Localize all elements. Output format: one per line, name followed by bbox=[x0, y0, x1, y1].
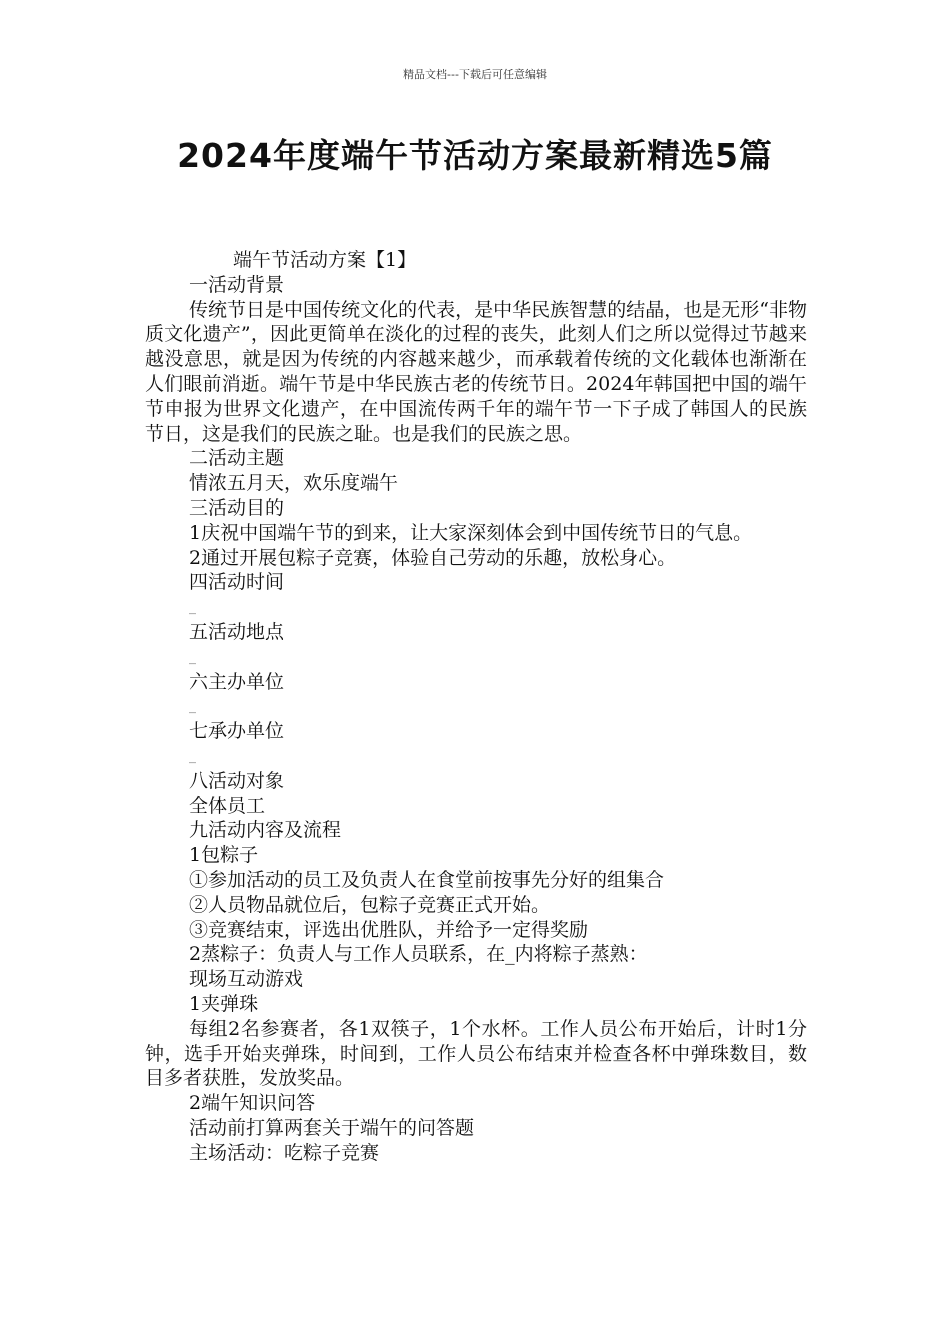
paragraph: 传统节日是中国传统文化的代表，是中华民族智慧的结晶，也是无形“非物质文化遗产”，因此更简单在淡化的过程的丧失，此刻人们之所以觉得过节越来越没意思，就是因为传统的内容越来越少，而承载着传统的文化载体也渐渐在人们眼前消逝。端午节是中华民族古老的传统节日。2024年韩国把中国的端午节申报为世界文化遗产，在中国流传两千年的端午节一下子成了韩国人的民族节日，这是我们的民族之耻。也是我们的民族之思。 bbox=[145, 298, 807, 445]
paragraph: 九活动内容及流程 bbox=[189, 819, 342, 842]
blank-fill-line: _ bbox=[189, 747, 196, 764]
blank-fill-line: _ bbox=[189, 698, 196, 715]
paragraph: 情浓五月天，欢乐度端午 bbox=[189, 472, 399, 495]
section-heading: 端午节活动方案【1】 bbox=[233, 249, 417, 271]
paragraph: 五活动地点 bbox=[189, 620, 285, 643]
paragraph: 三活动目的 bbox=[189, 496, 285, 519]
document-body bbox=[145, 248, 807, 1165]
page-header-watermark: 精品文档---下载后可任意编辑 bbox=[403, 68, 547, 81]
paragraph: 二活动主题 bbox=[189, 447, 285, 470]
paragraph: 1包粽子 bbox=[189, 844, 259, 867]
paragraph: 2蒸粽子：负责人与工作人员联系，在_内将粽子蒸熟： bbox=[189, 943, 648, 966]
paragraph: 1庆祝中国端午节的到来，让大家深刻体会到中国传统节日的气息。 bbox=[189, 521, 753, 544]
paragraph: 七承办单位 bbox=[189, 720, 285, 743]
paragraph: 主场活动：吃粽子竞赛 bbox=[189, 1141, 380, 1164]
blank-fill-line: _ bbox=[189, 648, 196, 665]
paragraph: 活动前打算两套关于端午的问答题 bbox=[189, 1116, 475, 1139]
paragraph: 每组2名参赛者，各1双筷子，1个水杯。工作人员公布开始后，计时1分钟，选手开始夹弹珠，时间到，工作人员公布结束并检查各杯中弹珠数目，数目多者获胜，发放奖品。 bbox=[145, 1017, 807, 1090]
blank-fill-line: _ bbox=[189, 599, 196, 616]
paragraph: 全体员工 bbox=[189, 794, 266, 817]
paragraph: 1夹弹珠 bbox=[189, 992, 259, 1015]
paragraph: 现场互动游戏 bbox=[189, 968, 304, 991]
paragraph: 2通过开展包粽子竞赛，体验自己劳动的乐趣，放松身心。 bbox=[189, 546, 677, 569]
paragraph: 一活动背景 bbox=[189, 273, 285, 296]
paragraph: 八活动对象 bbox=[189, 769, 285, 792]
paragraph: 四活动时间 bbox=[189, 571, 285, 594]
paragraph: ①参加活动的员工及负责人在食堂前按事先分好的组集合 bbox=[189, 868, 665, 891]
document-title: 2024年度端午节活动方案最新精选5篇 bbox=[177, 136, 773, 175]
paragraph: ③竞赛结束，评选出优胜队，并给予一定得奖励 bbox=[189, 918, 589, 941]
paragraph: ②人员物品就位后，包粽子竞赛正式开始。 bbox=[189, 893, 551, 916]
paragraph: 六主办单位 bbox=[189, 670, 285, 693]
paragraph: 2端午知识问答 bbox=[189, 1092, 316, 1115]
